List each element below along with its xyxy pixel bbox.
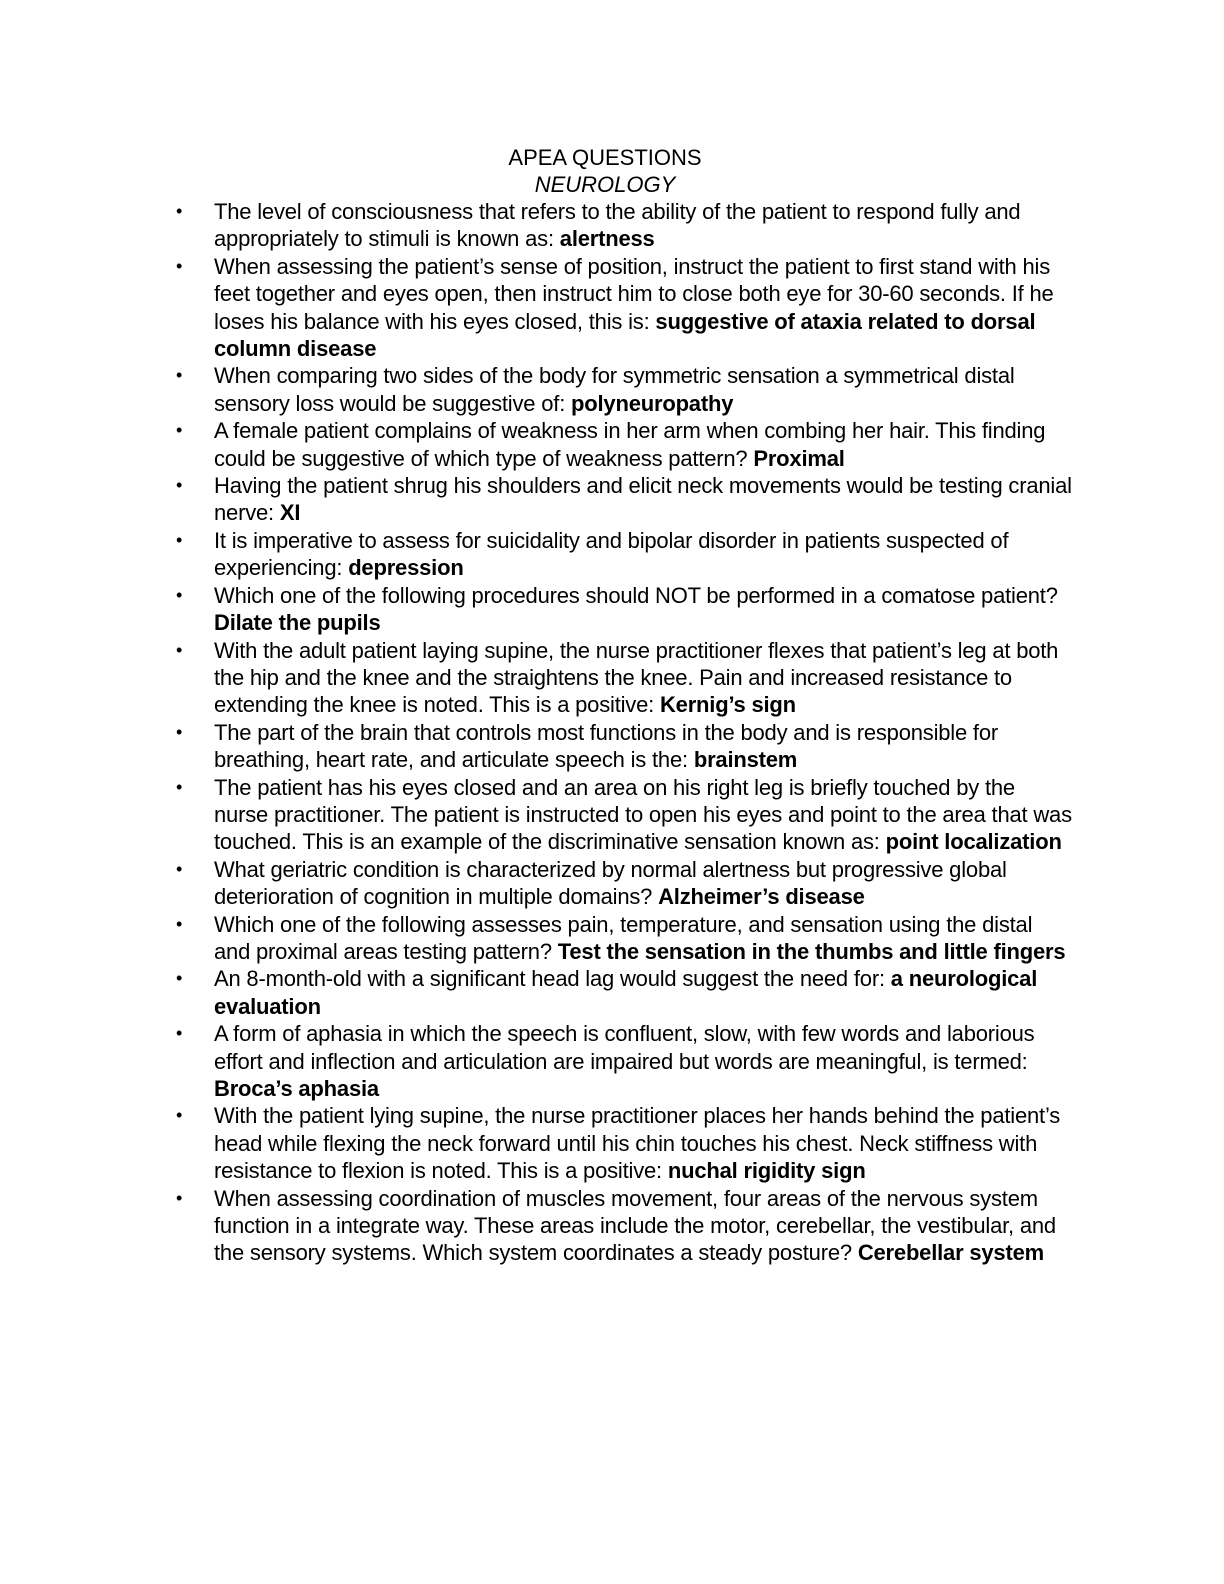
answer-text: polyneuropathy [571, 390, 734, 416]
bullet-icon: • [176, 1023, 183, 1044]
answer-text: nuchal rigidity sign [667, 1158, 866, 1184]
question-item [176, 965, 1074, 1020]
answer-text: XI [279, 500, 301, 526]
question-item [176, 472, 1074, 527]
bullet-icon: • [176, 1187, 183, 1208]
question-item [176, 362, 1074, 417]
bullet-icon: • [176, 858, 183, 879]
question-text: It is imperative to assess for suicidality and bipolar disorder in patients suspected of experiencing: [214, 527, 1009, 581]
answer-text: Proximal [753, 445, 845, 471]
bullet-icon: • [176, 475, 183, 496]
answer-text: Broca’s aphasia [214, 1076, 379, 1101]
bullet-icon: • [176, 529, 183, 550]
answer-text: a neurological evaluation [214, 966, 1038, 1019]
bullet-icon: • [176, 721, 183, 742]
document-title: APEA QUESTIONS [508, 145, 702, 170]
answer-text: Kernig’s sign [659, 692, 796, 718]
question-text: With the patient lying supine, the nurse practitioner places her hands behind the patient’s head while flexing the neck forward until his chin touches his chest. Neck stiffness with resistance to flexion is noted. This is a positive: [214, 1103, 1061, 1184]
bullet-icon: • [176, 913, 183, 934]
answer-text: Test the sensation in the thumbs and little fingers [557, 938, 1066, 964]
question-text: Which one of the following procedures should NOT be performed in a comatose patient? [214, 582, 1058, 608]
question-item [176, 253, 1074, 363]
answer-text: brainstem [693, 747, 798, 773]
question-item [176, 774, 1074, 856]
question-item [176, 527, 1074, 582]
bullet-icon: • [176, 365, 183, 386]
question-item [176, 582, 1074, 637]
question-item [176, 1020, 1074, 1102]
question-text: The part of the brain that controls most functions in the body and is responsible for breathing, heart rate, and articulate speech is the: [214, 719, 999, 773]
question-item [176, 719, 1074, 774]
answer-text: Alzheimer’s disease [658, 884, 865, 910]
bullet-icon: • [176, 776, 183, 797]
answer-text: alertness [559, 226, 655, 252]
question-text: Having the patient shrug his shoulders and elicit neck movements would be testing cranial nerve: [214, 473, 1072, 526]
question-text: A female patient complains of weakness in her arm when combing her hair. This finding could be suggestive of which type of weakness pattern? [214, 418, 1046, 471]
question-item [176, 1102, 1074, 1184]
question-text: What geriatric condition is characterized by normal alertness but progressive global deterioration of cognition in multiple domains? [214, 856, 1007, 910]
question-text: When assessing coordination of muscles movement, four areas of the nervous system function in a integrate way. These areas include the motor, cerebellar, the vestibular, and the sensory systems. Which system coordinates a steady posture? [214, 1185, 1056, 1266]
question-text: The level of consciousness that refers to the ability of the patient to respond fully and appropriately to stimuli is known as: [214, 199, 1021, 252]
question-text: Which one of the following assesses pain, temperature, and sensation using the distal and proximal areas testing pattern? [214, 911, 1033, 964]
bullet-icon: • [176, 968, 183, 989]
question-item [176, 856, 1074, 911]
question-text: When comparing two sides of the body for symmetric sensation a symmetrical distal sensory loss would be suggestive of: [214, 363, 1015, 416]
bullet-icon: • [176, 1105, 183, 1126]
bullet-icon: • [176, 584, 183, 605]
document-subtitle: NEUROLOGY [534, 172, 676, 197]
question-list [176, 198, 1074, 1267]
answer-text: suggestive of ataxia related to dorsal column disease [214, 308, 1036, 362]
question-item [176, 198, 1074, 253]
answer-text: depression [348, 555, 464, 581]
question-item [176, 417, 1074, 472]
bullet-icon: • [176, 201, 183, 221]
question-text: The patient has his eyes closed and an area on his right leg is briefly touched by the nurse practitioner. The patient is instructed to open his eyes and point to the area that was touched. This is an example of the discriminative sensation known as: [214, 774, 1072, 855]
question-item [176, 911, 1074, 966]
answer-text: Cerebellar system [857, 1240, 1044, 1266]
question-text: When assessing the patient’s sense of position, instruct the patient to first stand with his feet together and eyes open, then instruct him to close both eye for 30-60 seconds. If he loses his balance with his eyes closed, this is: [214, 253, 1054, 334]
question-item [176, 1185, 1074, 1267]
bullet-icon: • [176, 639, 183, 660]
answer-text: Dilate the pupils [214, 610, 381, 636]
bullet-icon: • [176, 255, 183, 276]
answer-text: point localization [885, 829, 1062, 855]
bullet-icon: • [176, 420, 183, 441]
question-text: An 8-month-old with a significant head lag would suggest the need for: [214, 966, 891, 992]
question-text: A form of aphasia in which the speech is confluent, slow, with few words and laborious effort and inflection and articulation are impaired but words are meaningful, is termed: [214, 1021, 1035, 1074]
question-item [176, 637, 1074, 719]
question-text: With the adult patient laying supine, the nurse practitioner flexes that patient’s leg at both the hip and the knee and the straightens the knee. Pain and increased resistance to extending the knee is noted. This is a positive: [214, 637, 1059, 718]
